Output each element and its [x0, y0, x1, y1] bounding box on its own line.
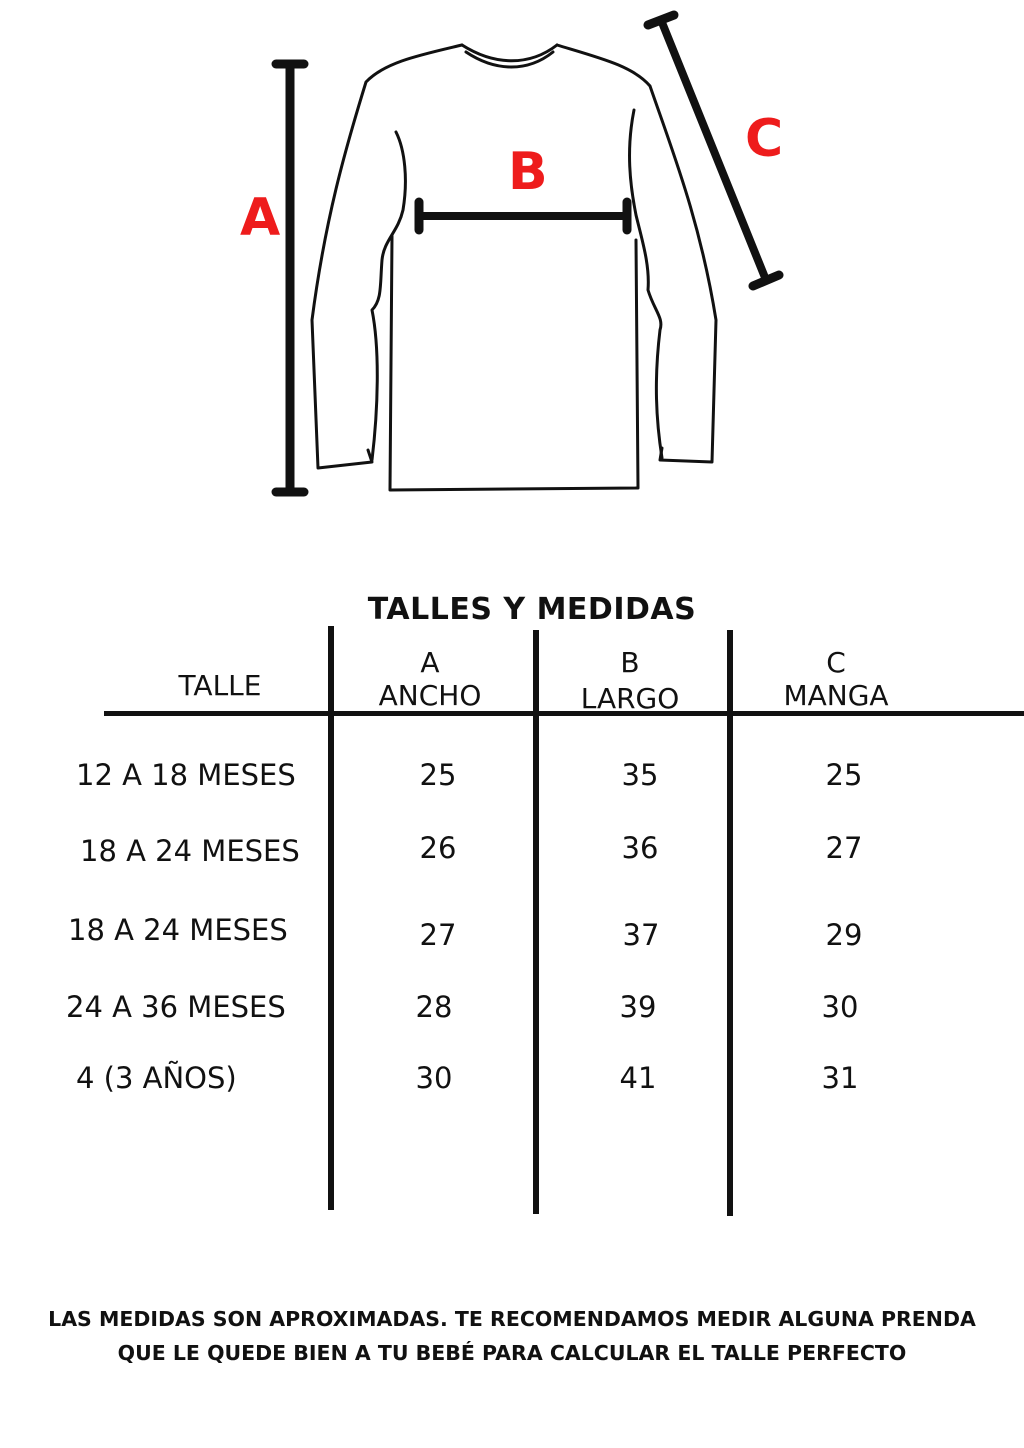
table-row-2-a: 26	[419, 831, 457, 865]
shirt-measurement-diagram	[0, 0, 1024, 520]
label-c: C	[745, 109, 784, 169]
table-row-3-c: 29	[825, 918, 863, 952]
table-title: TALLES Y MEDIDAS	[367, 592, 697, 627]
table-row-2-talle: 18 A 24 MESES	[80, 834, 300, 868]
table-row-1-talle: 12 A 18 MESES	[76, 758, 296, 792]
label-b: B	[508, 142, 548, 202]
footnote-line-2: QUE LE QUEDE BIEN A TU BEBÉ PARA CALCULAR EL TALLE PERFECTO	[117, 1341, 907, 1365]
header-b-name: LARGO	[580, 682, 680, 715]
table-row-3-talle: 18 A 24 MESES	[68, 913, 288, 947]
header-a-letter: A	[420, 646, 440, 679]
table-row-5-talle: 4 (3 AÑOS)	[76, 1061, 237, 1095]
header-c	[766, 646, 906, 712]
footnote-line-1: LAS MEDIDAS SON APROXIMADAS. TE RECOMENDAMOS MEDIR ALGUNA PRENDA	[48, 1307, 976, 1331]
footnote	[0, 1302, 1024, 1370]
table-row-3-b: 37	[622, 918, 660, 952]
shirt-outline-icon	[312, 45, 716, 490]
table-row-1-a: 25	[419, 758, 457, 792]
table-column-divider-3	[727, 630, 733, 1216]
header-b	[560, 646, 700, 715]
table-row-5-c: 31	[821, 1061, 859, 1095]
header-a-name: ANCHO	[378, 679, 482, 712]
table-row-4-c: 30	[821, 990, 859, 1024]
table-row-4-talle: 24 A 36 MESES	[66, 990, 286, 1024]
table-row-4-b: 39	[619, 990, 657, 1024]
header-talle: TALLE	[178, 669, 262, 702]
header-a	[360, 646, 500, 712]
table-row-3-a: 27	[419, 918, 457, 952]
label-a: A	[240, 188, 281, 248]
table-column-divider-2	[533, 630, 539, 1214]
header-b-letter: B	[620, 646, 640, 679]
table-row-4-a: 28	[415, 990, 453, 1024]
table-row-2-c: 27	[825, 831, 863, 865]
header-c-letter: C	[826, 646, 846, 679]
header-c-name: MANGA	[783, 679, 889, 712]
measure-bar-b	[419, 202, 627, 230]
table-column-divider-1	[328, 626, 334, 1210]
measure-bar-a	[276, 64, 304, 492]
table-row-2-b: 36	[621, 831, 659, 865]
table-row-5-a: 30	[415, 1061, 453, 1095]
table-row-1-c: 25	[825, 758, 863, 792]
table-row-1-b: 35	[621, 758, 659, 792]
table-row-5-b: 41	[619, 1061, 657, 1095]
